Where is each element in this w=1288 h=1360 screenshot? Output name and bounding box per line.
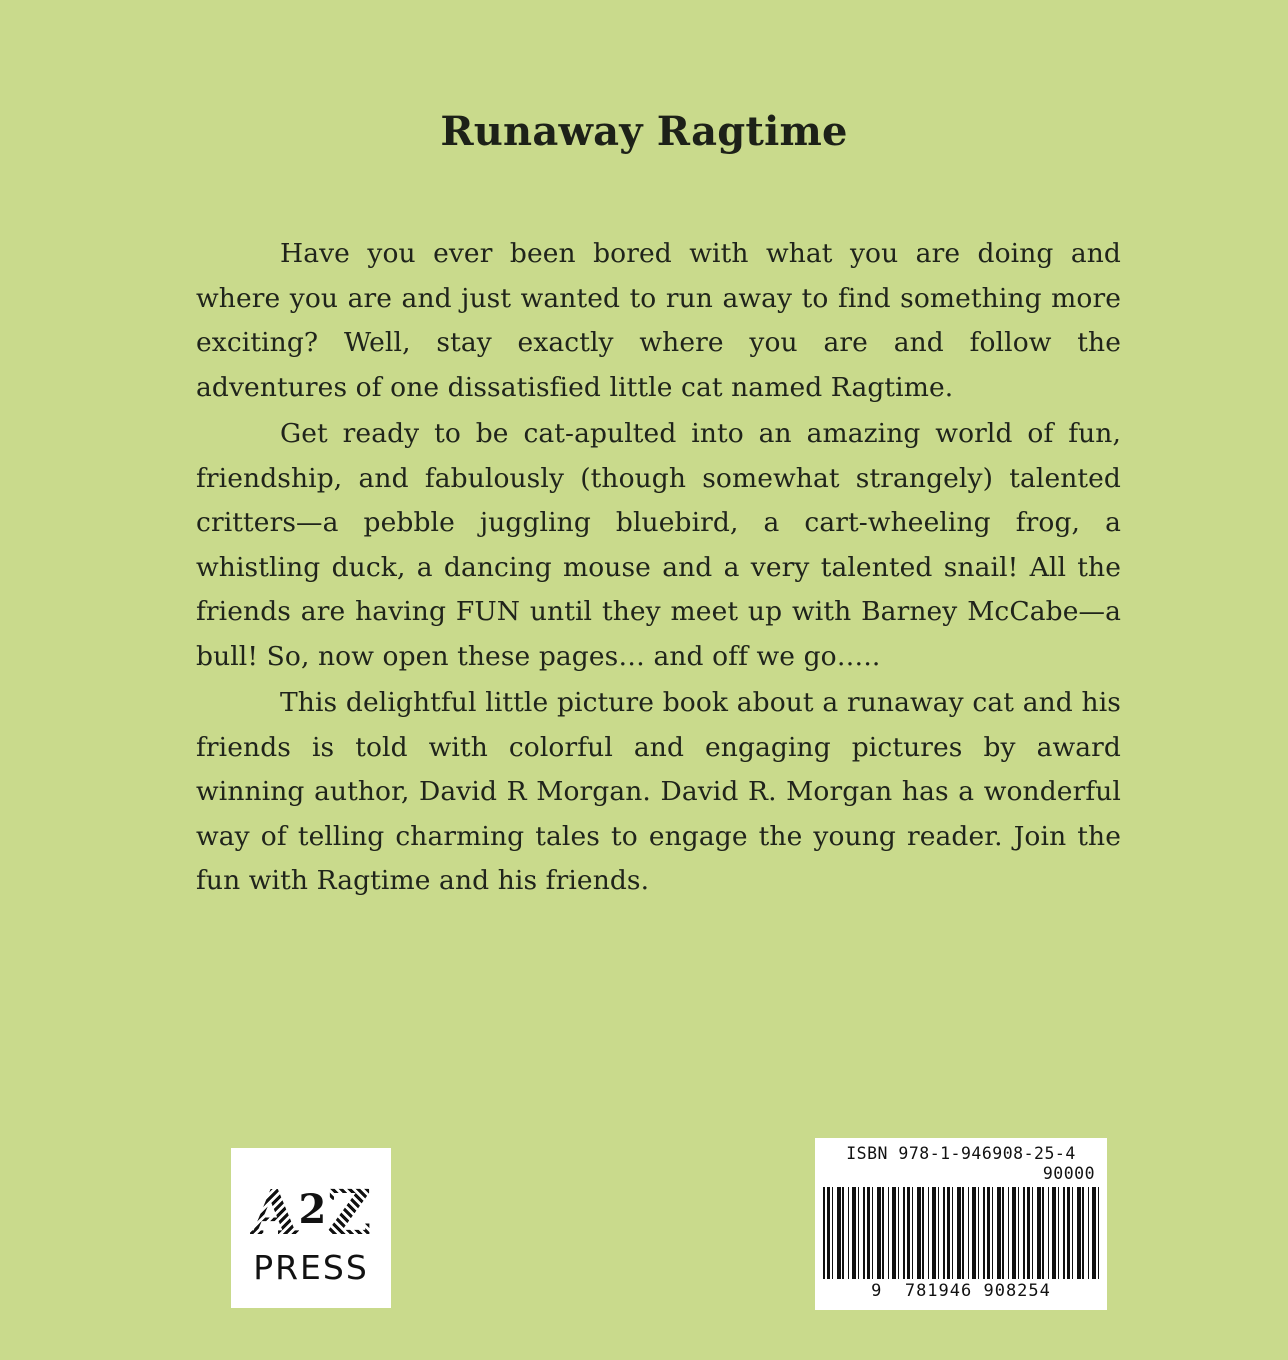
blurb-paragraph-1: Have you ever been bored with what you are doing and where you are and just wanted to run away to find something more exciting? Well, stay exactly where you are and follow the adventures of one dissatisfied little cat named Ragtime. — [196, 238, 1121, 403]
barcode-block — [815, 1138, 1107, 1310]
publisher-logo-wordmark: PRESS — [253, 1247, 369, 1287]
isbn-text: ISBN 978-1-946908-25-4 — [846, 1144, 1076, 1163]
price-code-text: 90000 — [1042, 1164, 1095, 1183]
publisher-logo — [231, 1148, 391, 1308]
blurb-paragraph-2: Get ready to be cat-apulted into an amazing world of fun, friendship, and fabulously (though somewhat strangely) talented critters—a pebble juggling bluebird, a cart-wheeling frog, a whistling duck, a dancing mouse and a very talented snail! All the friends are having FUN until they meet up with Barney McCabe—a bull! So, now open these pages… and off we go….. — [196, 418, 1121, 672]
barcode-digits — [823, 1281, 1099, 1301]
publisher-logo-mark — [250, 1170, 372, 1249]
logo-letter-2-icon: 2 — [298, 1185, 327, 1233]
barcode-digits-main: 781946 908254 — [904, 1281, 1051, 1301]
logo-letter-a-icon: A — [250, 1175, 299, 1249]
blurb-text-block — [196, 232, 1121, 906]
barcode-bars-icon — [823, 1187, 1099, 1279]
logo-letter-z-icon: Z — [326, 1175, 372, 1249]
page-title: Runaway Ragtime — [440, 108, 848, 155]
blurb-paragraph-3: This delightful little picture book about a runaway cat and his friends is told with colorful and engaging pictures by award winning author, David R Morgan. David R. Morgan has a wonderful way of telling charming tales to engage the young reader. Join the fun with Ragtime and his friends. — [196, 687, 1121, 896]
barcode-digit-left: 9 — [871, 1281, 883, 1301]
